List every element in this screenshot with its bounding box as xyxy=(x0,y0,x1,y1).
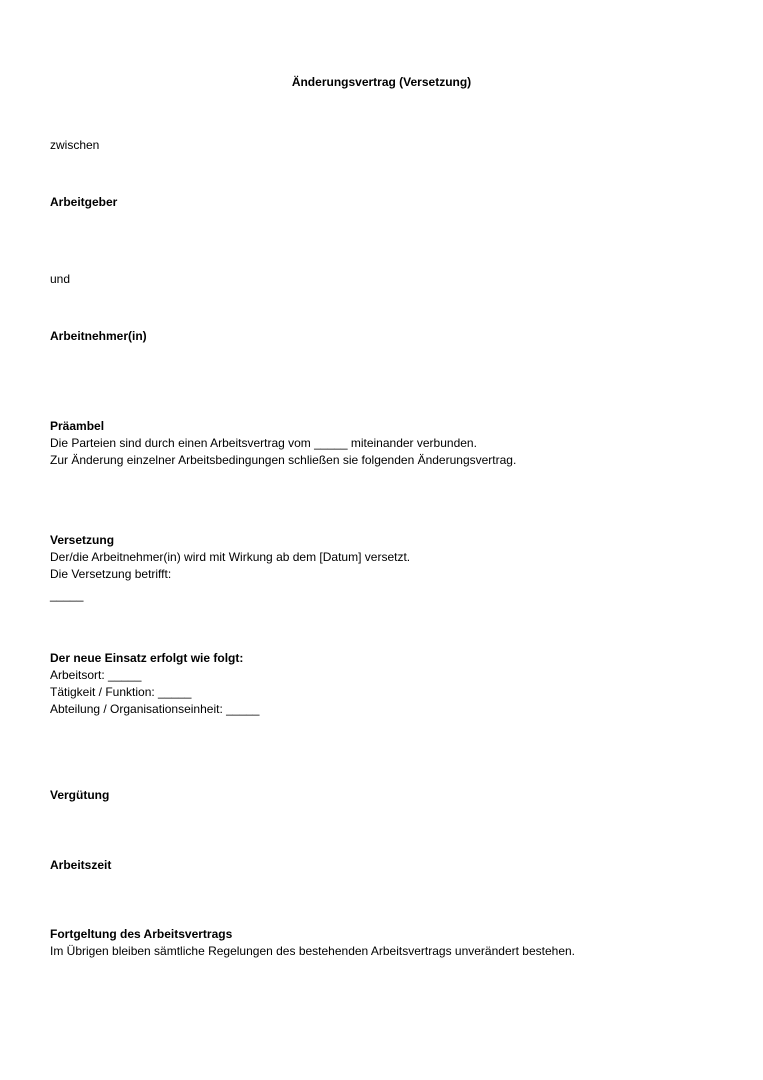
department-line: Abteilung / Organisationseinheit: _____ xyxy=(50,702,260,716)
new-assignment-section xyxy=(50,650,259,718)
new-assignment-heading: Der neue Einsatz erfolgt wie folgt: xyxy=(50,651,244,665)
transfer-line-1: Der/die Arbeitnehmer(in) wird mit Wirkung ab dem [Datum] versetzt. xyxy=(50,550,411,564)
continuation-section xyxy=(50,926,575,960)
preamble-line-1: Die Parteien sind durch einen Arbeitsvertrag vom _____ miteinander verbunden. xyxy=(50,436,477,450)
continuation-line-1: Im Übrigen bleiben sämtliche Regelungen des bestehenden Arbeitsvertrags unverändert bestehen. xyxy=(50,944,575,958)
transfer-heading: Versetzung xyxy=(50,533,115,547)
transfer-placeholder: _____ xyxy=(50,588,84,602)
transfer-section xyxy=(50,532,410,604)
working-time-heading: Arbeitszeit xyxy=(50,858,112,872)
work-location-line: Arbeitsort: _____ xyxy=(50,668,142,682)
transfer-line-2: Die Versetzung betrifft: xyxy=(50,567,172,581)
employee-label: Arbeitnehmer(in) xyxy=(50,329,147,343)
preamble-line-2: Zur Änderung einzelner Arbeitsbedingungen schließen sie folgenden Änderungsvertrag. xyxy=(50,453,517,467)
continuation-heading: Fortgeltung des Arbeitsvertrags xyxy=(50,927,233,941)
job-function-line: Tätigkeit / Funktion: _____ xyxy=(50,685,192,699)
preamble-heading: Präambel xyxy=(50,419,105,433)
between-text: zwischen xyxy=(50,138,100,152)
employer-label: Arbeitgeber xyxy=(50,195,118,209)
preamble-section xyxy=(50,418,516,469)
remuneration-heading: Vergütung xyxy=(50,788,110,802)
and-text: und xyxy=(50,272,71,286)
document-title: Änderungsvertrag (Versetzung) xyxy=(291,75,472,89)
